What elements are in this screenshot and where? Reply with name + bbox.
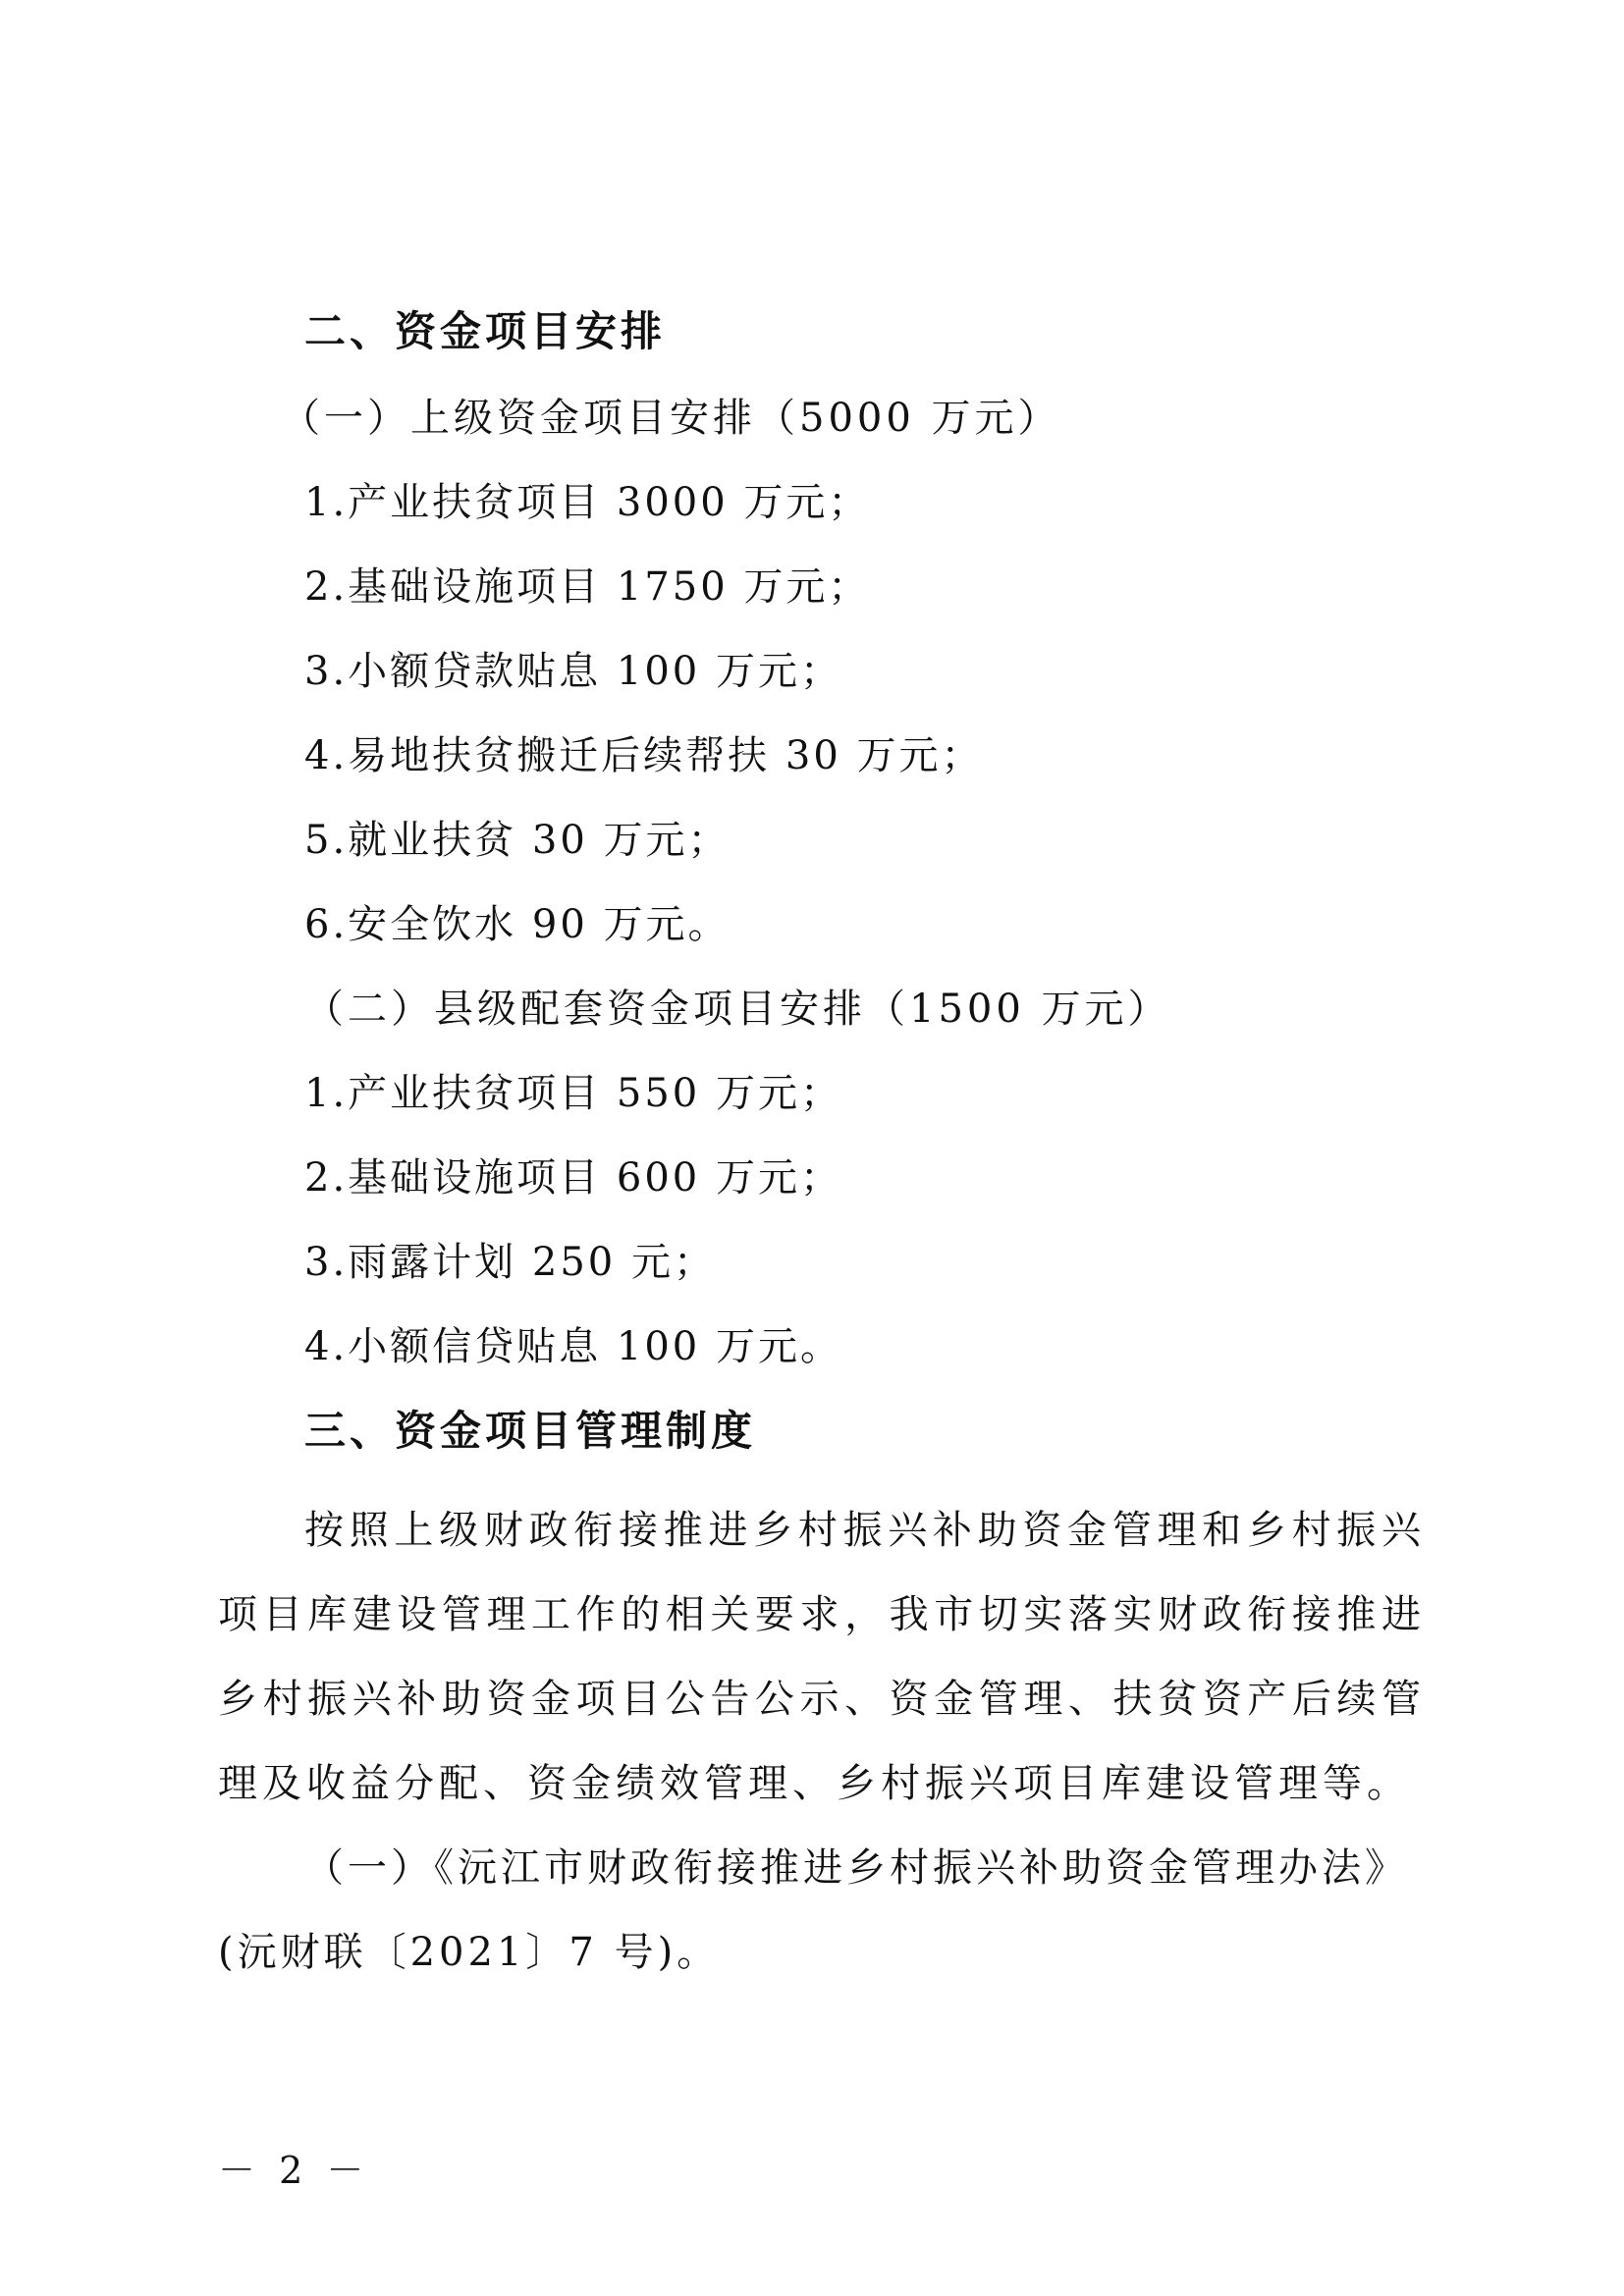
regulation-item-1: （一）《沅江市财政衔接推进乡村振兴补助资金管理办法》(沅财联〔2021〕7 号)。	[218, 1845, 1408, 1975]
list-item: 1.产业扶贫项目 550 万元；	[304, 1071, 842, 1116]
list-item: 6.安全饮水 90 万元。	[304, 902, 731, 947]
section-3-heading: 三、资金项目管理制度	[304, 1407, 757, 1455]
list-item: 2.基础设施项目 1750 万元；	[304, 564, 871, 610]
subsection-1-title: （一）上级资金项目安排（5000 万元）	[281, 396, 1061, 441]
subsection-2-title: （二）县级配套资金项目安排（1500 万元）	[304, 987, 1171, 1032]
list-item: 4.易地扶贫搬迁后续帮扶 30 万元；	[304, 733, 984, 778]
list-item: 3.雨露计划 250 元；	[304, 1240, 716, 1285]
body-paragraph: 按照上级财政衔接推进乡村振兴补助资金管理和乡村振兴项目库建设管理工作的相关要求，我市切实落实财政衔接推进乡村振兴补助资金项目公告公示、资金管理、扶贫资产后续管理及收益分配、资金绩效管理、乡村振兴项目库建设管理等。	[218, 1508, 1426, 1806]
page-number: － 2 －	[218, 2149, 370, 2192]
list-item: 3.小额贷款贴息 100 万元；	[304, 649, 842, 694]
list-item: 2.基础设施项目 600 万元；	[304, 1155, 842, 1201]
section-2-heading: 二、资金项目安排	[304, 307, 667, 355]
list-item: 1.产业扶贫项目 3000 万元；	[304, 480, 871, 525]
list-item: 5.就业扶贫 30 万元；	[304, 818, 731, 863]
list-item: 4.小额信贷贴息 100 万元。	[304, 1324, 842, 1369]
